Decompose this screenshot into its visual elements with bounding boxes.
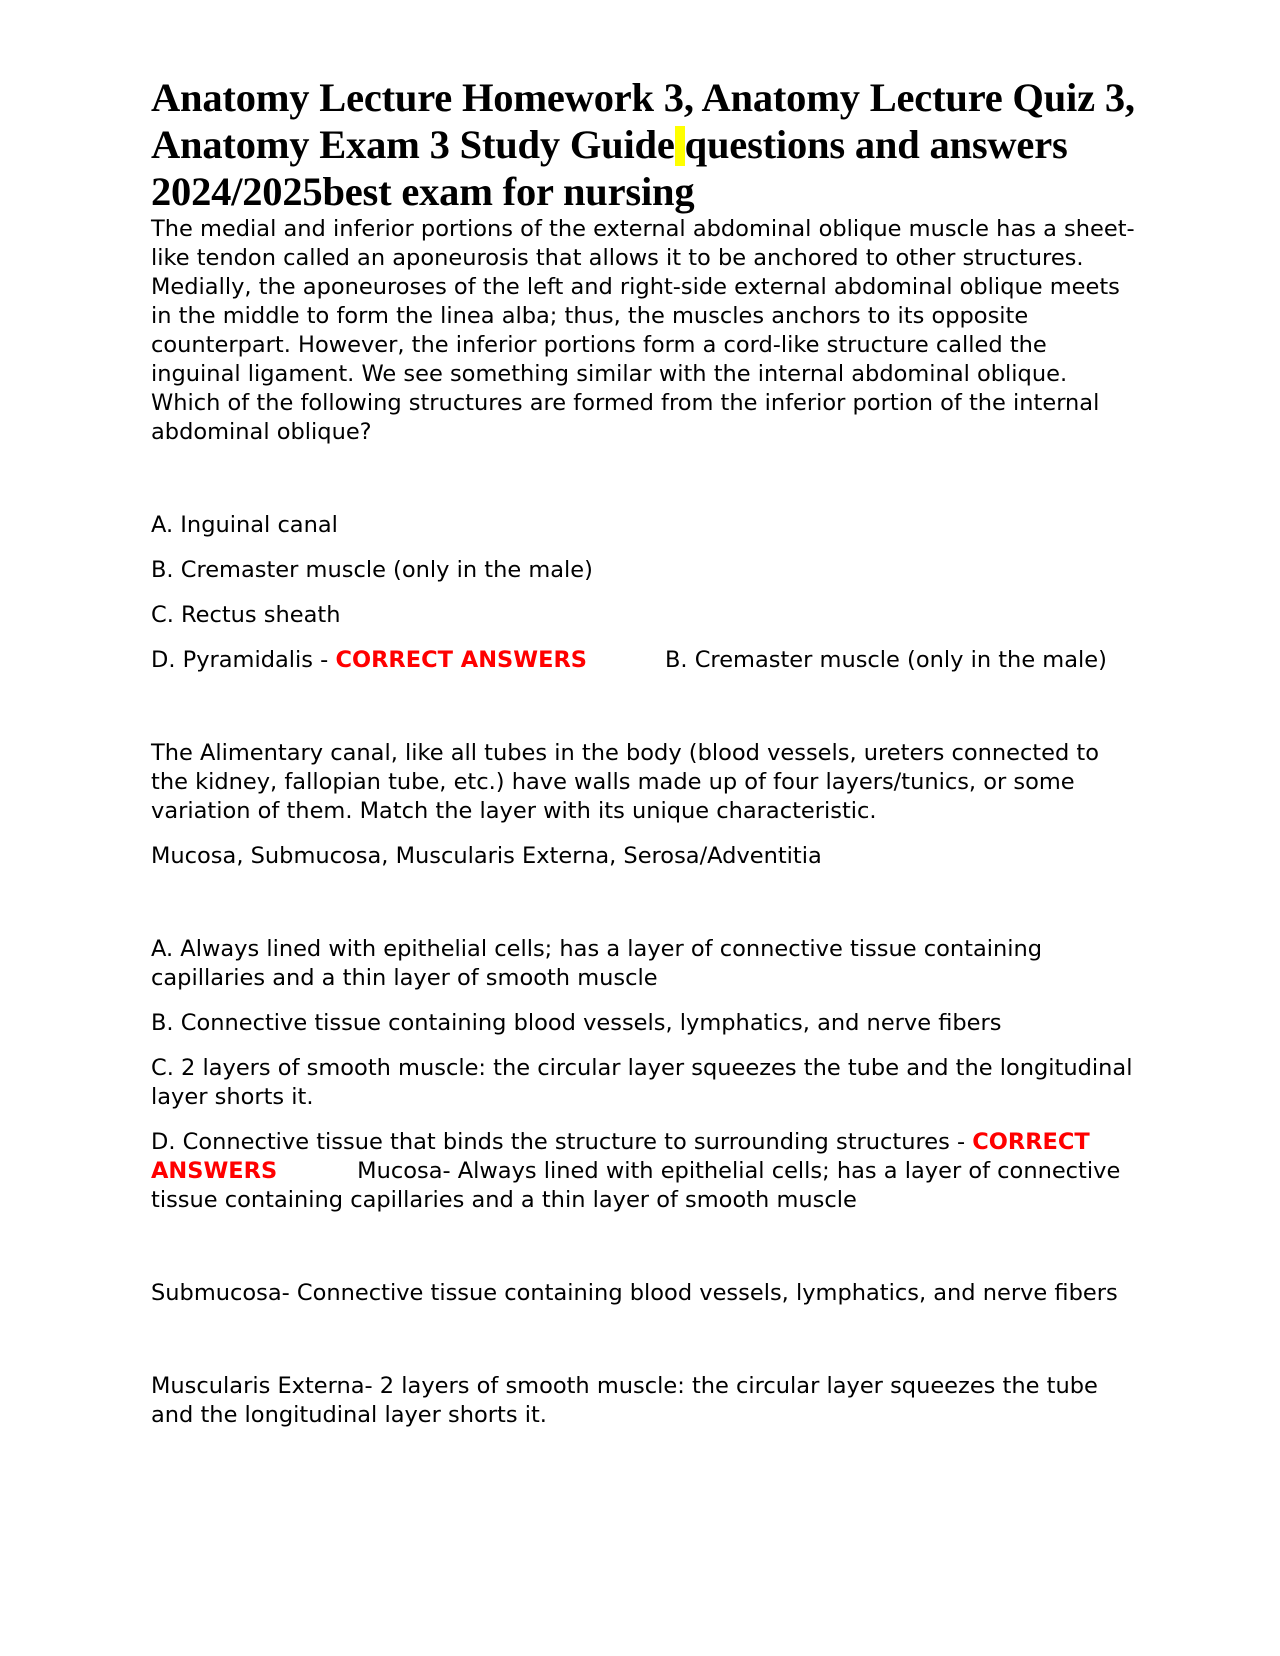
title-part-2: questions and answers 2024/2025best exam for nursing	[151, 122, 1068, 214]
q2-layers-list: Mucosa, Submucosa, Muscularis Externa, Serosa/Adventitia	[151, 843, 822, 869]
spacer	[151, 691, 1141, 739]
page-title	[151, 74, 1141, 215]
document-body	[151, 74, 1141, 1446]
spacer	[151, 463, 1141, 511]
q1-option-b: B. Cremaster muscle (only in the male)	[151, 557, 593, 583]
q1-option-c: C. Rectus sheath	[151, 602, 341, 628]
text-highlight-mark	[675, 126, 685, 166]
q2-answer-mucosa: Mucosa- Always lined with epithelial cells; has a layer of connective tissue containing capillaries and a thin layer of smooth muscle	[151, 1158, 1121, 1213]
q1-answer: B. Cremaster muscle (only in the male)	[664, 647, 1107, 673]
q2-option-a: A. Always lined with epithelial cells; has a layer of connective tissue containing capillaries and a thin layer of smooth muscle	[151, 936, 1043, 991]
q2-option-d	[151, 1128, 1141, 1215]
q1-option-d	[151, 646, 1141, 675]
q1-option-d-label: D. Pyramidalis -	[151, 647, 336, 673]
question-2-text: The Alimentary canal, like all tubes in the body (blood vessels, ureters connected to the kidney, fallopian tube, etc.) have walls made up of four layers/tunics, or some variation of them. Match the layer with its unique characteristic.	[151, 740, 1099, 824]
spacer	[151, 887, 1141, 935]
q1-option-a: A. Inguinal canal	[151, 512, 338, 538]
title-part-1: Anatomy Lecture Homework 3, Anatomy Lecture Quiz 3, Anatomy Exam 3 Study Guide	[151, 75, 1135, 167]
q2-option-c: C. 2 layers of smooth muscle: the circular layer squeezes the tube and the longitudinal layer shorts it.	[151, 1055, 1133, 1110]
q2-answer-submucosa: Submucosa- Connective tissue containing blood vessels, lymphatics, and nerve fibers	[151, 1280, 1118, 1306]
q1-correct-answers-label: CORRECT ANSWERS	[335, 647, 587, 673]
spacer	[151, 1231, 1141, 1279]
q2-option-d-label: D. Connective tissue that binds the structure to surrounding structures -	[151, 1129, 973, 1155]
spacer	[151, 1324, 1141, 1372]
q2-answer-muscularis: Muscularis Externa- 2 layers of smooth muscle: the circular layer squeezes the tube and the longitudinal layer shorts it.	[151, 1373, 1098, 1428]
question-1-text: The medial and inferior portions of the external abdominal oblique muscle has a sheet-like tendon called an aponeurosis that allows it to be anchored to other structures. Medially, the aponeuroses of the left and right-side external abdominal oblique meets in the middle to form the linea alba; thus, the muscles anchors to its opposite counterpart. However, the inferior portions form a cord-like structure called the inguinal ligament. We see something similar with the internal abdominal oblique. Which of the following structures are formed from the inferior portion of the internal abdominal oblique?	[151, 216, 1135, 445]
q2-option-b: B. Connective tissue containing blood vessels, lymphatics, and nerve fibers	[151, 1010, 1002, 1036]
q2-correct-answers-label: CORRECT ANSWERS	[151, 1129, 1090, 1184]
